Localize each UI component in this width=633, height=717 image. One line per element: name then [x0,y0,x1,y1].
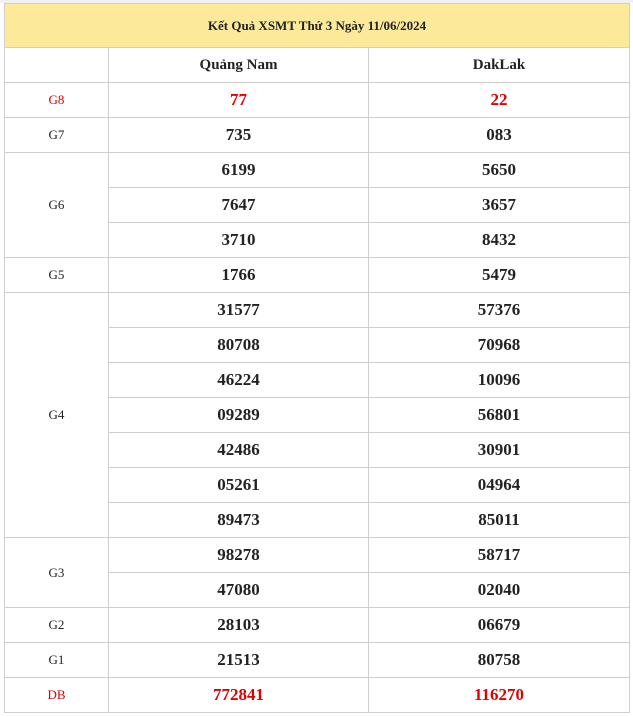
prize-row-g6 [5,153,630,188]
table-title: Kết Quả XSMT Thứ 3 Ngày 11/06/2024 [5,4,630,48]
prize-label-g2: G2 [5,608,109,643]
result-number-daklak: 02040 [369,573,630,608]
prize-row-g8 [5,83,630,118]
header-empty-cell [5,48,109,83]
prize-row-g1 [5,643,630,678]
prize-label-db: DB [5,678,109,713]
prize-row-g4 [5,293,630,328]
result-number-quang-nam: 772841 [109,678,369,713]
result-number-quang-nam: 21513 [109,643,369,678]
prize-label-g4: G4 [5,293,109,538]
prize-label-g5: G5 [5,258,109,293]
result-number-daklak: 58717 [369,538,630,573]
result-number-quang-nam: 77 [109,83,369,118]
prize-row-g2 [5,608,630,643]
result-number-daklak: 116270 [369,678,630,713]
result-number-quang-nam: 31577 [109,293,369,328]
result-number-quang-nam: 47080 [109,573,369,608]
prize-label-g6: G6 [5,153,109,258]
prize-label-g8: G8 [5,83,109,118]
result-number-quang-nam: 6199 [109,153,369,188]
result-number-daklak: 70968 [369,328,630,363]
result-number-daklak: 30901 [369,433,630,468]
result-number-daklak: 083 [369,118,630,153]
result-number-quang-nam: 735 [109,118,369,153]
result-number-quang-nam: 80708 [109,328,369,363]
result-number-quang-nam: 09289 [109,398,369,433]
lottery-results-table [4,3,630,713]
title-row [5,4,630,48]
result-number-quang-nam: 7647 [109,188,369,223]
province-header-daklak[interactable]: DakLak [369,48,630,83]
result-number-daklak: 06679 [369,608,630,643]
prize-row-g5 [5,258,630,293]
prize-label-g3: G3 [5,538,109,608]
header-row [5,48,630,83]
result-number-daklak: 80758 [369,643,630,678]
result-number-daklak: 3657 [369,188,630,223]
result-number-daklak: 5650 [369,153,630,188]
result-number-daklak: 10096 [369,363,630,398]
prize-row-g7 [5,118,630,153]
prize-row-g3 [5,538,630,573]
result-number-daklak: 8432 [369,223,630,258]
prize-label-g1: G1 [5,643,109,678]
result-number-quang-nam: 98278 [109,538,369,573]
result-number-daklak: 5479 [369,258,630,293]
result-number-quang-nam: 1766 [109,258,369,293]
result-number-daklak: 22 [369,83,630,118]
result-number-daklak: 85011 [369,503,630,538]
result-number-quang-nam: 42486 [109,433,369,468]
result-number-quang-nam: 05261 [109,468,369,503]
result-number-quang-nam: 46224 [109,363,369,398]
result-number-daklak: 56801 [369,398,630,433]
result-number-quang-nam: 28103 [109,608,369,643]
province-header-quang-nam[interactable]: Quảng Nam [109,48,369,83]
result-number-daklak: 57376 [369,293,630,328]
prize-label-g7: G7 [5,118,109,153]
prize-row-db [5,678,630,713]
result-number-daklak: 04964 [369,468,630,503]
result-number-quang-nam: 3710 [109,223,369,258]
result-number-quang-nam: 89473 [109,503,369,538]
